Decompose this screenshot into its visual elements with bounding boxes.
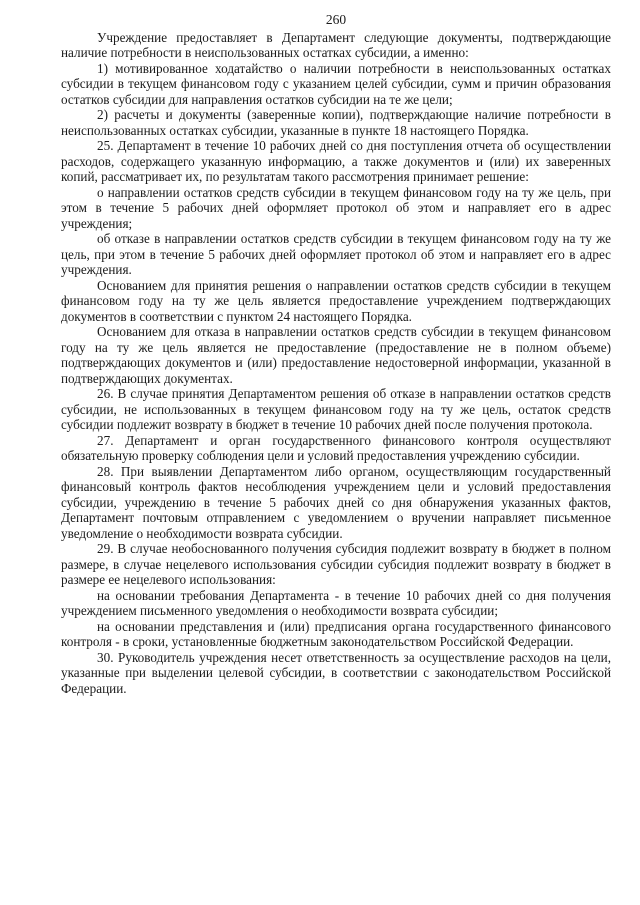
paragraph: Основанием для принятия решения о направлении остатков средств субсидии в текущем финансовом году на ту же цель является предоставление учреждением подтверждающих документов в соответствии с пунктом 24 настоящего Порядка. — [61, 277, 611, 324]
paragraph: на основании представления и (или) предписания органа государственного финансового контроля - в сроки, установленные бюджетным законодательством Российской Федерации. — [61, 618, 611, 649]
paragraph: об отказе в направлении остатков средств субсидии в текущем финансовом году на ту же цель, при этом в течение 5 рабочих дней оформляет протокол об этом и направляет его в адрес учреждения. — [61, 231, 611, 277]
paragraph: 26. В случае принятия Департаментом решения об отказе в направлении остатков средств субсидии, не использованных в текущем финансовом году на ту же цель, остаток средств субсидии подлежит возврату в бюджет в течение 10 рабочих дней после получения протокола. — [61, 386, 611, 432]
paragraph: 29. В случае необоснованного получения субсидия подлежит возврату в бюджет в полном размере, в случае нецелевого использования субсидии субсидия подлежит возврату в бюджет в размере ее нецелевого использования: — [61, 541, 611, 587]
page-number: 260 — [325, 12, 347, 27]
document-page — [61, 12, 611, 696]
paragraph: на основании требования Департамента - в течение 10 рабочих дней со дня получения учреждением письменного уведомления о необходимости возврата субсидии; — [61, 587, 611, 618]
paragraph: о направлении остатков средств субсидии в текущем финансовом году на ту же цель, при этом в течение 5 рабочих дней оформляет протокол об этом и направляет его в адрес учреждения; — [61, 184, 611, 231]
paragraph: 25. Департамент в течение 10 рабочих дней со дня поступления отчета об осуществлении расходов, содержащего указанную информацию, а также документов и (или) их заверенных копий, рассматривает их, по результатам такого рассмотрения принимает решение: — [61, 138, 611, 184]
paragraph: 27. Департамент и орган государственного финансового контроля осуществляют обязательную проверку соблюдения цели и условий предоставления учреждению субсидии. — [61, 432, 611, 463]
paragraph: 28. При выявлении Департаментом либо органом, осуществляющим государственный финансовый контроль фактов несоблюдения учреждением цели и условий предоставления субсидии, учреждению в течение 5 рабочих дней со дня обнаружения указанных фактов, Департамент почтовым отправлением с уведомлением о вручении направляет письменное уведомление о необходимости возврата субсидии. — [61, 463, 611, 541]
paragraph: Учреждение предоставляет в Департамент следующие документы, подтверждающие наличие потребности в неиспользованных остатках субсидии, а именно: — [61, 29, 611, 60]
paragraph: Основанием для отказа в направлении остатков средств субсидии в текущем финансовом году на ту же цель является не предоставление (предоставление не в полном объеме) подтверждающих документов и (или) предоставление недостоверной информации, указанной в подтверждающих документах. — [61, 324, 611, 386]
paragraph: 30. Руководитель учреждения несет ответственность за осуществление расходов на цели, указанные при выделении целевой субсидии, в соответствии с законодательством Российской Федерации. — [61, 649, 611, 696]
paragraph: 2) расчеты и документы (заверенные копии), подтверждающие наличие потребности в неиспользованных остатках субсидии, указанные в пункте 18 настоящего Порядка. — [61, 107, 611, 138]
paragraph: 1) мотивированное ходатайство о наличии потребности в неиспользованных остатках субсидии в текущем финансовом году с указанием целей субсидии, сумм и причин образования остатков субсидии для направления остатков субсидии на те же цели; — [61, 60, 611, 107]
